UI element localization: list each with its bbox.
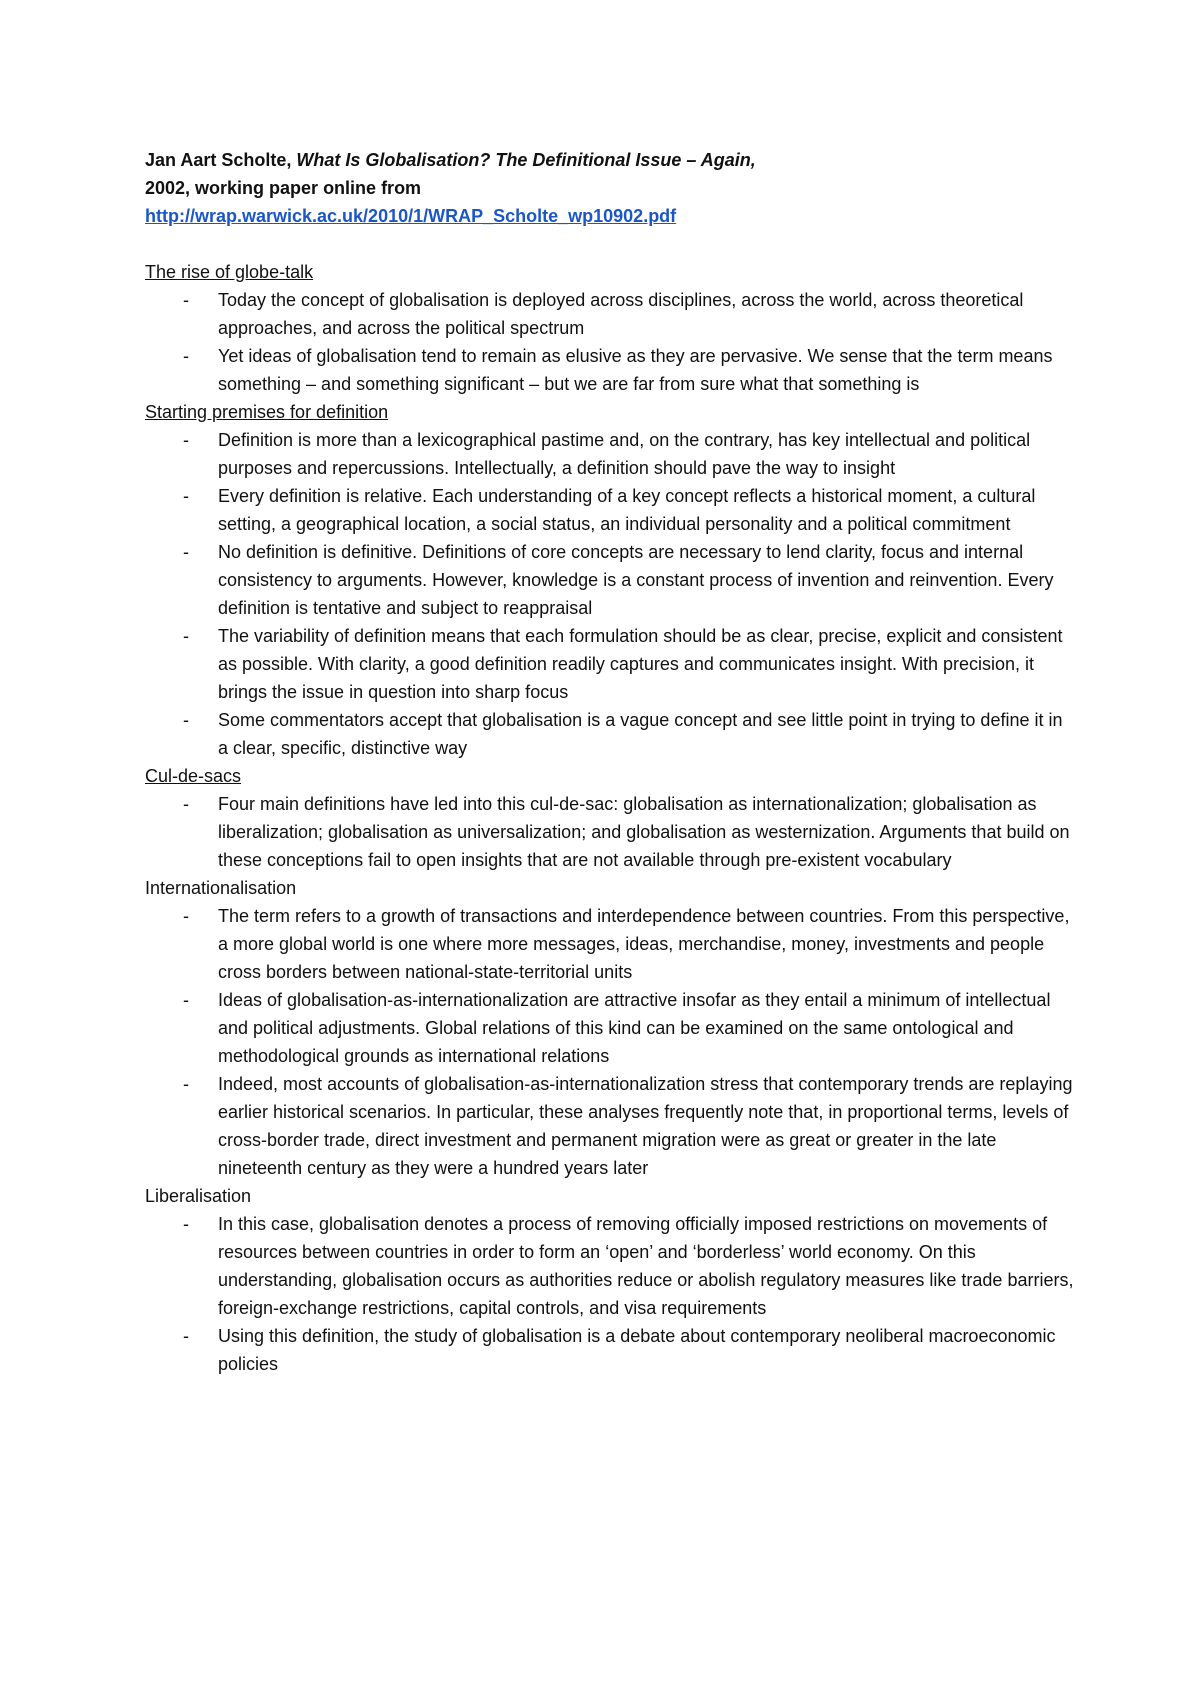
bullet-item [145, 622, 1075, 706]
citation-year-source: 2002, working paper online from [145, 178, 422, 198]
bullet-marker: - [183, 1214, 189, 1234]
bullet-text: No definition is definitive. Definitions of core concepts are necessary to lend clarity, focus and internal consistency to arguments. However, knowledge is a constant process of invention and reinvention. Every definition is tentative and subject to reappraisal [218, 542, 1054, 618]
bullet-marker: - [183, 346, 189, 366]
document-body [145, 146, 1075, 1378]
bullet-marker: - [183, 1326, 189, 1346]
bullet-text: In this case, globalisation denotes a process of removing officially imposed restrictions on movements of resources between countries in order to form an ‘open’ and ‘borderless’ world economy. On this understanding, globalisation occurs as authorities reduce or abolish regulatory measures like trade barriers, foreign-exchange restrictions, capital controls, and visa requirements [218, 1214, 1074, 1318]
sections-container [145, 258, 1075, 1378]
bullet-item [145, 902, 1075, 986]
bullet-text: Yet ideas of globalisation tend to remain as elusive as they are pervasive. We sense that the term means something – and something significant – but we are far from sure what that something is [218, 346, 1053, 394]
bullet-list [145, 1210, 1075, 1378]
bullet-text: The variability of definition means that each formulation should be as clear, precise, explicit and consistent as possible. With clarity, a good definition readily captures and communicates insight. With precision, it brings the issue in question into sharp focus [218, 626, 1063, 702]
bullet-marker: - [183, 906, 189, 926]
citation [145, 146, 1075, 230]
bullet-text: Some commentators accept that globalisation is a vague concept and see little point in trying to define it in a clear, specific, distinctive way [218, 710, 1063, 758]
bullet-text: Every definition is relative. Each understanding of a key concept reflects a historical moment, a cultural setting, a geographical location, a social status, an individual personality and a political commitment [218, 486, 1036, 534]
section-heading: Internationalisation [145, 878, 297, 898]
bullet-marker: - [183, 290, 189, 310]
bullet-item [145, 538, 1075, 622]
bullet-item [145, 790, 1075, 874]
section-heading: Liberalisation [145, 1186, 252, 1206]
bullet-item [145, 286, 1075, 342]
bullet-list [145, 426, 1075, 762]
bullet-item [145, 482, 1075, 538]
section-heading: Cul-de-sacs [145, 766, 242, 786]
bullet-text: Today the concept of globalisation is deployed across disciplines, across the world, across theoretical approaches, and across the political spectrum [218, 290, 1024, 338]
bullet-item [145, 986, 1075, 1070]
bullet-list [145, 790, 1075, 874]
section-heading: Starting premises for definition [145, 402, 389, 422]
bullet-marker: - [183, 430, 189, 450]
bullet-item [145, 1322, 1075, 1378]
bullet-item [145, 1210, 1075, 1322]
bullet-text: The term refers to a growth of transactions and interdependence between countries. From this perspective, a more global world is one where more messages, ideas, merchandise, money, investments and people cross borders between national-state-territorial units [218, 906, 1070, 982]
bullet-marker: - [183, 990, 189, 1010]
bullet-item [145, 1070, 1075, 1182]
bullet-item [145, 342, 1075, 398]
citation-line2 [145, 174, 1075, 202]
citation-line3 [145, 202, 1075, 230]
bullet-marker: - [183, 1074, 189, 1094]
bullet-item [145, 426, 1075, 482]
bullet-text: Definition is more than a lexicographical pastime and, on the contrary, has key intellectual and political purposes and repercussions. Intellectually, a definition should pave the way to insight [218, 430, 1031, 478]
bullet-marker: - [183, 486, 189, 506]
bullet-text: Using this definition, the study of globalisation is a debate about contemporary neoliberal macroeconomic policies [218, 1326, 1056, 1374]
citation-title: What Is Globalisation? The Definitional Issue – Again, [296, 150, 756, 170]
bullet-text: Four main definitions have led into this cul-de-sac: globalisation as internationalization; globalisation as liberalization; globalisation as universalization; and globalisation as westernization. Arguments that build on these conceptions fail to open insights that are not available through pre-existent vocabulary [218, 794, 1070, 870]
bullet-marker: - [183, 794, 189, 814]
bullet-text: Indeed, most accounts of globalisation-as-internationalization stress that contemporary trends are replaying earlier historical scenarios. In particular, these analyses frequently note that, in proportional terms, levels of cross-border trade, direct investment and permanent migration were as great or greater in the late nineteenth century as they were a hundred years later [218, 1074, 1073, 1178]
bullet-list [145, 286, 1075, 398]
citation-url-link[interactable]: http://wrap.warwick.ac.uk/2010/1/WRAP_Scholte_wp10902.pdf [145, 206, 677, 226]
bullet-item [145, 706, 1075, 762]
section-heading: The rise of globe-talk [145, 262, 314, 282]
bullet-marker: - [183, 542, 189, 562]
bullet-marker: - [183, 626, 189, 646]
bullet-list [145, 902, 1075, 1182]
spacer [145, 230, 1075, 258]
bullet-marker: - [183, 710, 189, 730]
bullet-text: Ideas of globalisation-as-internationalization are attractive insofar as they entail a minimum of intellectual and political adjustments. Global relations of this kind can be examined on the same ontological and methodological grounds as international relations [218, 990, 1051, 1066]
citation-author: Jan Aart Scholte, [145, 150, 297, 170]
